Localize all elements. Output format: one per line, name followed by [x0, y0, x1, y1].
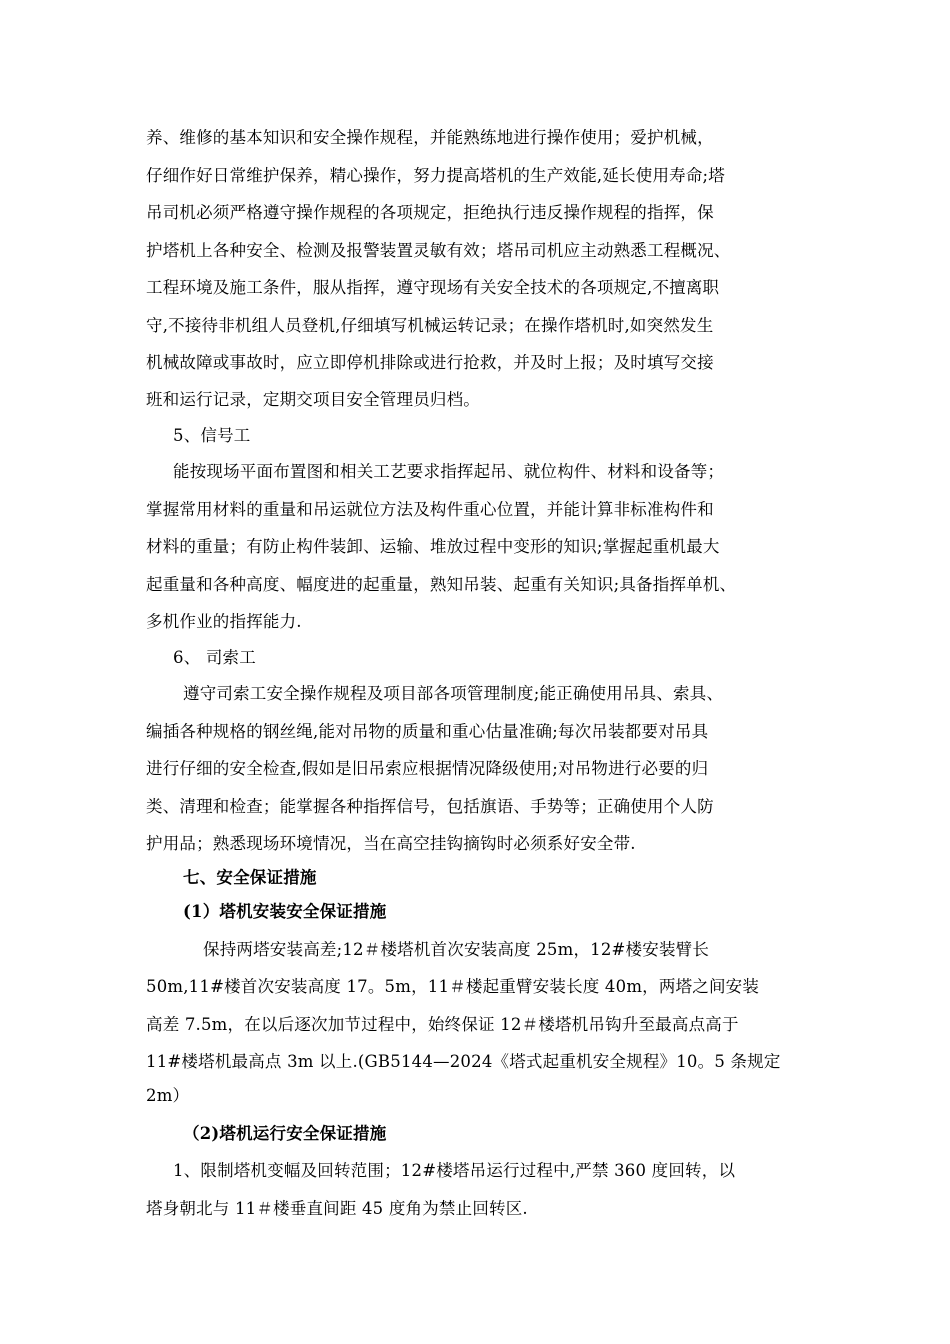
body-text-line: 仔细作好日常维护保养，精心操作，努力提高塔机的生产效能,延长使用寿命;塔 — [146, 166, 726, 185]
subsection-heading-operation: （2)塔机运行安全保证措施 — [183, 1124, 387, 1143]
body-text-line: 塔身朝北与 11＃楼垂直间距 45 度角为禁止回转区. — [146, 1199, 528, 1218]
body-text-line: 进行仔细的安全检查,假如是旧吊索应根据情况降级使用;对吊物进行必要的归 — [146, 759, 709, 778]
section-heading-rigger: 6、 司索工 — [173, 648, 256, 667]
body-text-line: 2m） — [146, 1086, 190, 1105]
body-text-line: 养、维修的基本知识和安全操作规程，并能熟练地进行操作使用；爱护机械， — [146, 128, 714, 147]
body-text-line: 材料的重量；有防止构件装卸、运输、堆放过程中变形的知识;掌握起重机最大 — [146, 537, 720, 556]
body-text-line: 能按现场平面布置图和相关工艺要求指挥起吊、就位构件、材料和设备等； — [173, 462, 725, 481]
body-text-line: 遵守司索工安全操作规程及项目部各项管理制度;能正确使用吊具、索具、 — [183, 684, 724, 703]
body-text-line: 保持两塔安装高差;12＃楼塔机首次安装高度 25m，12#楼安装臂长 — [203, 940, 710, 959]
body-text-line: 吊司机必须严格遵守操作规程的各项规定，拒绝执行违反操作规程的指挥，保 — [146, 203, 714, 222]
body-text-line: 1、限制塔机变幅及回转范围；12#楼塔吊运行过程中,严禁 360 度回转，以 — [173, 1161, 736, 1180]
body-text-line: 50m,11#楼首次安装高度 17。5m，11＃楼起重臂安装长度 40m，两塔之间安装 — [146, 977, 760, 996]
body-text-line: 类、清理和检查；能掌握各种指挥信号，包括旗语、手势等；正确使用个人防 — [146, 797, 714, 816]
body-text-line: 多机作业的指挥能力. — [146, 612, 302, 631]
body-text-line: 11#楼塔机最高点 3m 以上.(GB5144—2024《塔式起重机安全规程》10。5 条规定 — [146, 1052, 781, 1071]
body-text-line: 机械故障或事故时，应立即停机排除或进行抢救，并及时上报；及时填写交接 — [146, 353, 714, 372]
section-heading-signalman: 5、信号工 — [173, 426, 251, 445]
body-text-line: 护用品；熟悉现场环境情况，当在高空挂钩摘钩时必须系好安全带. — [146, 834, 636, 853]
body-text-line: 高差 7.5m，在以后逐次加节过程中，始终保证 12＃楼塔机吊钩升至最高点高于 — [146, 1015, 739, 1034]
body-text-line: 守,不接待非机组人员登机,仔细填写机械运转记录；在操作塔机时,如突然发生 — [146, 316, 714, 335]
chapter-heading-safety-measures: 七、安全保证措施 — [183, 868, 317, 887]
body-text-line: 工程环境及施工条件，服从指挥，遵守现场有关安全技术的各项规定,不擅离职 — [146, 278, 720, 297]
subsection-heading-installation: (1）塔机安装安全保证措施 — [183, 902, 387, 921]
body-text-line: 编插各种规格的钢丝绳,能对吊物的质量和重心估量准确;每次吊装都要对吊具 — [146, 722, 709, 741]
body-text-line: 起重量和各种高度、幅度进的起重量，熟知吊装、起重有关知识;具备指挥单机、 — [146, 575, 737, 594]
body-text-line: 班和运行记录，定期交项目安全管理员归档。 — [146, 390, 480, 409]
body-text-line: 护塔机上各种安全、检测及报警装置灵敏有效；塔吊司机应主动熟悉工程概况、 — [146, 241, 731, 260]
body-text-line: 掌握常用材料的重量和吊运就位方法及构件重心位置，并能计算非标准构件和 — [146, 500, 714, 519]
